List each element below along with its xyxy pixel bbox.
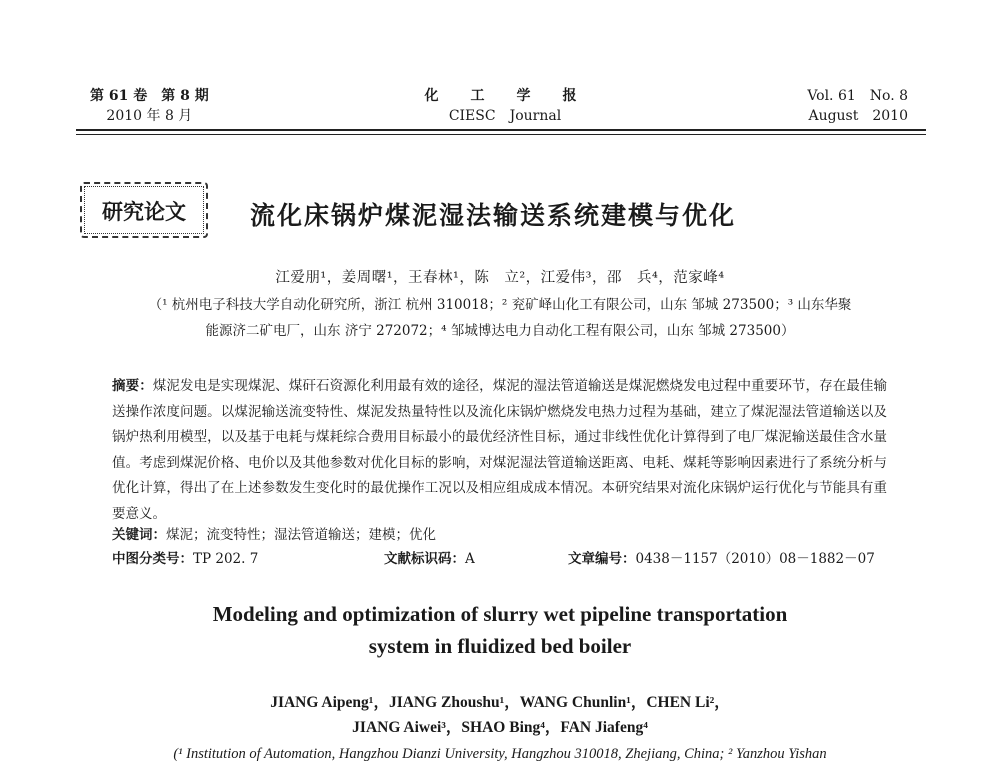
journal-name-zh: 化 工 学 报	[424, 88, 586, 104]
date-en: August 2010	[808, 108, 908, 124]
title-en-line: system in fluidized bed boiler	[368, 634, 632, 658]
title-en-line: Modeling and optimization of slurry wet pipeline transportation	[212, 602, 788, 626]
affiliation-en: (¹ Institution of Automation, Hangzhou Dianzi University, Hangzhou 310018, Zhejiang, China; ² Yanzhou Yishan	[173, 746, 827, 762]
clc-label: 中图分类号：	[112, 551, 193, 567]
article-label: 文章编号：	[568, 551, 636, 567]
date-zh: 2010 年 8 月	[106, 108, 193, 124]
keywords-text: 煤泥；流变特性；湿法管道输送；建模；优化	[166, 527, 436, 543]
volume-issue-en: Vol. 61 No. 8	[807, 88, 908, 104]
doc-value: A	[465, 551, 475, 567]
document-code	[384, 547, 475, 567]
header-volume-block	[90, 86, 209, 126]
abstract	[112, 374, 887, 527]
paper-title-zh: 流化床锅炉煤泥湿法输送系统建模与优化	[250, 201, 737, 230]
doc-label: 文献标识码：	[384, 551, 465, 567]
affiliation-zh-line: （¹ 杭州电子科技大学自动化研究所，浙江 杭州 310018；² 兖矿峄山化工有限公司，山东 邹城 273500；³ 山东华聚	[148, 297, 852, 313]
article-value: 0438－1157（2010）08－1882－07	[635, 551, 875, 567]
volume-issue: 第 61 卷 第 8 期	[90, 88, 209, 104]
journal-name-en: CIESC Journal	[448, 108, 562, 124]
keywords	[112, 523, 436, 543]
abstract-text: 煤泥发电是实现煤泥、煤矸石资源化利用最有效的途径，煤泥的湿法管道输送是煤泥燃烧发电过程中重要环节，存在最佳输送操作浓度问题。以煤泥输送流变特性、煤泥发热量特性以及流化床锅炉燃烧发电热力过程为基础，建立了煤泥湿法管道输送以及锅炉热利用模型，以及基于电耗与煤耗综合费用目标最小的最优经济性目标，通过非线性优化计算得到了电厂煤泥输送最佳含水量值。考虑到煤泥价格、电价以及其他参数对优化目标的影响，对煤泥湿法管道输送距离、电耗、煤耗等影响因素进行了系统分析与优化计算，得出了在上述参数发生变化时的最优操作工况以及相应组成成本情况。本研究结果对流化床锅炉运行优化与节能具有重要意义。	[112, 378, 888, 522]
article-number	[568, 547, 875, 567]
clc-code	[112, 547, 258, 567]
header-rule-thick	[76, 129, 926, 131]
clc-value: TP 202. 7	[193, 551, 259, 567]
header-rule-thin	[76, 134, 926, 135]
paper-title-en	[0, 598, 1000, 662]
badge-label: 研究论文	[102, 200, 186, 224]
abstract-label: 摘要：	[112, 378, 153, 394]
authors-en	[0, 690, 1000, 740]
affiliation-zh	[100, 292, 900, 344]
keywords-label: 关键词：	[112, 527, 166, 543]
authors-zh: 江爱朋¹，姜周曙¹，王春林¹，陈 立²，江爱伟³，邵 兵⁴，范家峰⁴	[275, 270, 725, 286]
affiliation-zh-line: 能源济二矿电厂，山东 济宁 272072；⁴ 邹城博达电力自动化工程有限公司，山东 邹城 273500）	[205, 323, 795, 339]
authors-en-line: JIANG Aipeng¹，JIANG Zhoushu¹，WANG Chunlin¹，CHEN Li²，	[270, 694, 730, 711]
authors-en-line: JIANG Aiwei³，SHAO Bing⁴，FAN Jiafeng⁴	[352, 719, 648, 736]
header-vol-en-block	[807, 86, 908, 126]
header-journal-block	[420, 86, 590, 126]
section-badge	[80, 182, 208, 238]
